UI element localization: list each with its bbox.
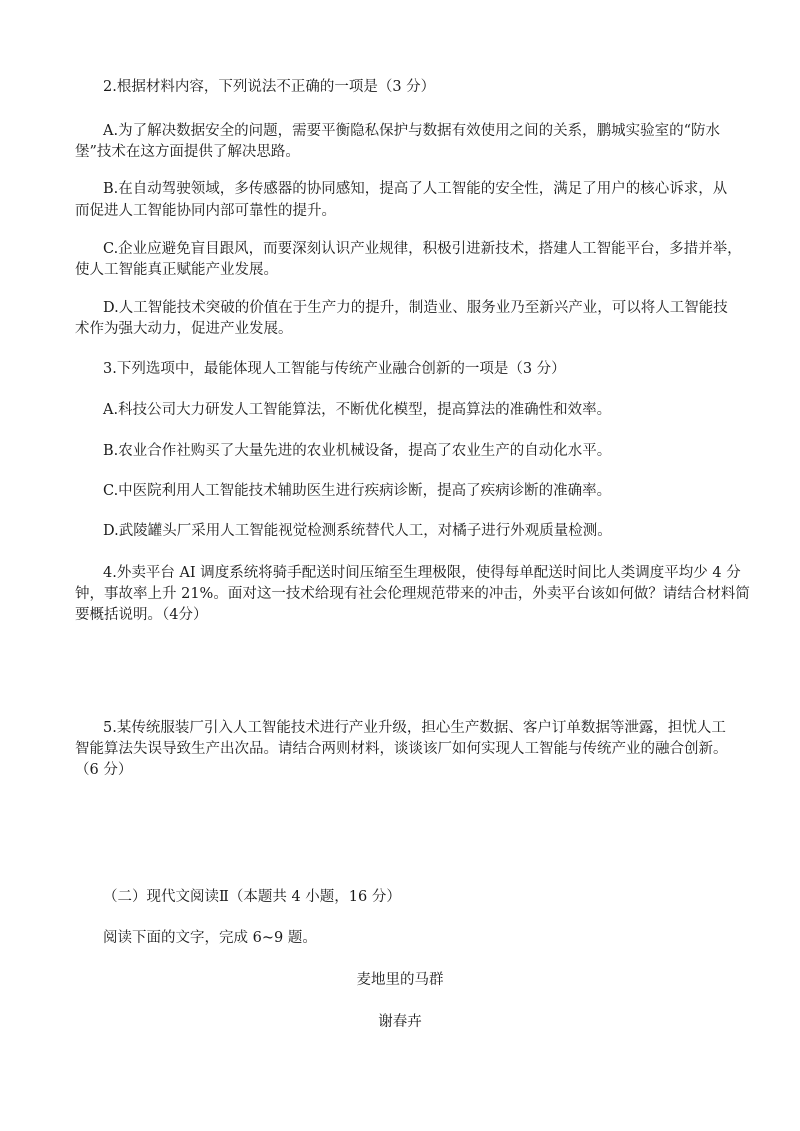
q2-option-c-line2: 使人工智能真正赋能产业发展。: [75, 262, 278, 278]
q2-option-a-line2: 堡”技术在这方面提供了解决思路。: [75, 144, 300, 160]
q3-option-d: D.武陵罐头厂采用人工智能视觉检测系统替代人工，对橘子进行外观质量检测。: [103, 523, 612, 539]
section-heading: （二）现代文阅读Ⅱ（本题共 4 小题，16 分）: [103, 889, 401, 905]
q4-line2: 钟，事故率上升 21%。面对这一技术给现有社会伦理规范带来的冲击，外卖平台该如何做？请结合材料简: [75, 586, 750, 602]
q2-option-b-line1: B.在自动驾驶领域，多传感器的协同感知，提高了人工智能的安全性，满足了用户的核心诉求，从: [103, 181, 728, 197]
q4-line1: 4.外卖平台 AI 调度系统将骑手配送时间压缩至生理极限，使得每单配送时间比人类调度平均少 4 分: [103, 565, 741, 581]
q3-option-b: B.农业合作社购买了大量先进的农业机械设备，提高了农业生产的自动化水平。: [103, 443, 612, 459]
article-title: 麦地里的马群: [356, 972, 444, 988]
q5-line1: 5.某传统服装厂引入人工智能技术进行产业升级，担心生产数据、客户订单数据等泄露，担忧人工: [103, 720, 726, 736]
q3-option-a: A.科技公司大力研发人工智能算法，不断优化模型，提高算法的准确性和效率。: [103, 402, 612, 418]
q2-stem: 2.根据材料内容，下列说法不正确的一项是（3 分）: [103, 79, 436, 95]
q3-option-c: C.中医院利用人工智能技术辅助医生进行疾病诊断，提高了疾病诊断的准确率。: [103, 483, 612, 499]
q2-option-d-line1: D.人工智能技术突破的价值在于生产力的提升，制造业、服务业乃至新兴产业，可以将人工智能技: [103, 300, 728, 316]
section-instruction: 阅读下面的文字，完成 6~9 题。: [103, 930, 317, 946]
q5-line3: （6 分）: [75, 762, 133, 778]
q2-option-c-line1: C.企业应避免盲目跟风，而要深刻认识产业规律，积极引进新技术，搭建人工智能平台，多措并举，: [103, 241, 742, 257]
article-author: 谢春卉: [378, 1014, 422, 1030]
q2-option-a-line1: A.为了解决数据安全的问题，需要平衡隐私保护与数据有效使用之间的关系，鹏城实验室的“防水: [103, 123, 720, 139]
q3-stem: 3.下列选项中，最能体现人工智能与传统产业融合创新的一项是（3 分）: [103, 361, 566, 377]
q2-option-d-line2: 术作为强大动力，促进产业发展。: [75, 321, 293, 337]
q4-line3: 要概括说明。（4分）: [75, 607, 208, 623]
q5-line2: 智能算法失误导致生产出次品。请结合两则材料，谈谈该厂如何实现人工智能与传统产业的融合创新。: [75, 741, 728, 757]
q2-option-b-line2: 而促进人工智能协同内部可靠性的提升。: [75, 203, 336, 219]
